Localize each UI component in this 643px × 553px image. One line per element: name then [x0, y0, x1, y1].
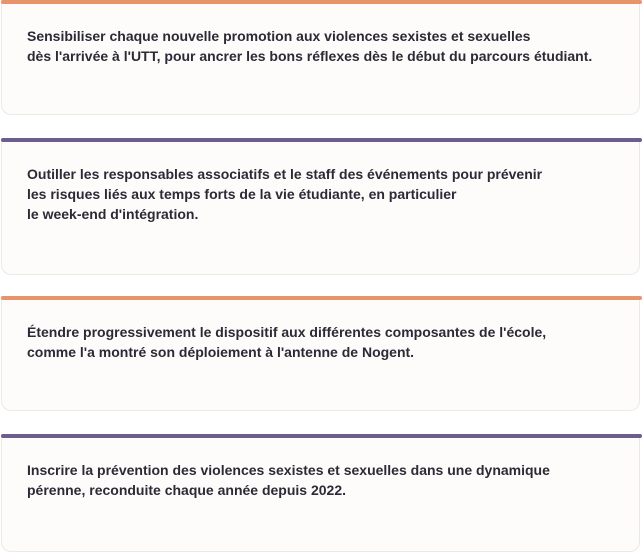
- objective-card: [1, 434, 640, 552]
- objective-text: Outiller les responsables associatifs et le staff des événements pour prévenir les risques liés aux temps forts de la vie étudiante, en particulier le week-end d'intégration.: [27, 166, 543, 222]
- card-accent-bar: [1, 434, 642, 438]
- objective-card: [1, 138, 640, 275]
- objective-card: [1, 0, 640, 115]
- card-accent-bar: [1, 296, 642, 300]
- objective-card: [1, 296, 640, 411]
- objective-text: Sensibiliser chaque nouvelle promotion aux violences sexistes et sexuelles dès l'arrivée à l'UTT, pour ancrer les bons réflexes dès le début du parcours étudiant.: [27, 28, 593, 64]
- card-accent-bar: [1, 0, 642, 4]
- objective-text: Inscrire la prévention des violences sexistes et sexuelles dans une dynamique pérenne, reconduite chaque année depuis 2022.: [27, 462, 550, 498]
- card-accent-bar: [1, 138, 642, 142]
- objective-text: Étendre progressivement le dispositif aux différentes composantes de l'école, comme l'a montré son déploiement à l'antenne de Nogent.: [27, 324, 547, 360]
